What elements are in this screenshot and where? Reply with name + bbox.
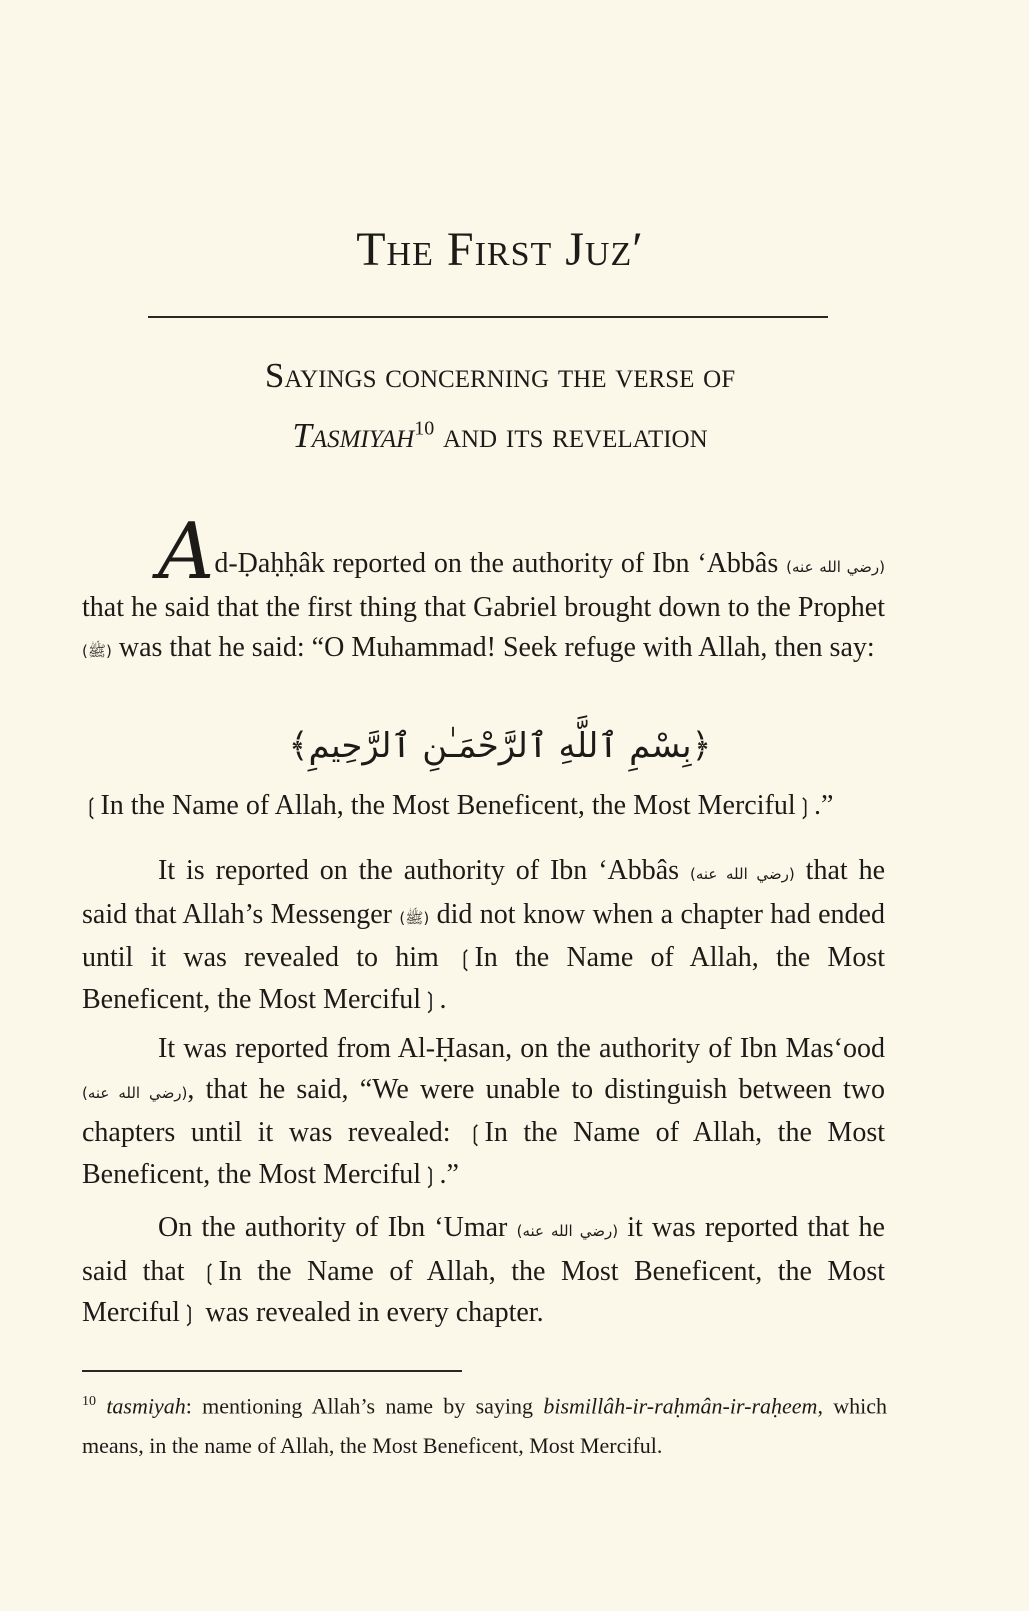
text: On the authority of Ibn ‘Umar xyxy=(158,1212,517,1243)
verse-translation xyxy=(82,790,885,822)
text: In the Name of Allah, the Most Beneficent, the Most Merciful xyxy=(82,1255,886,1328)
bracket-open-icon: ❲ xyxy=(200,1259,219,1285)
honorific-icon: (رضي الله عنه) xyxy=(786,558,885,576)
title-divider xyxy=(148,316,828,318)
text: It was reported from Al-Ḥasan, on the authority of Ibn Mas‘ood xyxy=(158,1033,885,1064)
text: that he said that the first thing that Gabriel brought down to the Prophet xyxy=(82,591,885,623)
text: It is reported on the authority of Ibn ‘Abbâs xyxy=(158,855,690,886)
bracket-open-icon: ❲ xyxy=(456,946,475,971)
footnote xyxy=(82,1382,887,1466)
drop-cap: A xyxy=(158,507,215,597)
section-title-rest: and its revelation xyxy=(434,416,708,455)
text: d-Ḍaḥḥâk reported on the authority of Ibn ‘Abbâs xyxy=(214,548,787,579)
bracket-close-icon: ❳ xyxy=(421,987,440,1013)
section-title-italic: Tasmiyah xyxy=(292,416,415,455)
honorific-icon: (رضي الله عنه) xyxy=(516,1222,619,1240)
footnote-ref: 10 xyxy=(414,417,435,440)
text: . xyxy=(439,983,447,1015)
paragraph-4 xyxy=(82,1208,885,1335)
honorific-icon: (رضي الله عنه) xyxy=(689,865,795,883)
text: .” xyxy=(439,1158,459,1190)
paragraph-1 xyxy=(82,507,885,672)
bracket-close-icon: ❳ xyxy=(179,1301,199,1326)
honorific-prophet-icon: (ﷺ) xyxy=(399,908,430,927)
footnote-divider xyxy=(82,1370,462,1372)
chapter-title: The First Juz′ xyxy=(356,223,644,276)
text: .” xyxy=(814,790,834,821)
text: : mentioning Allah’s name by saying xyxy=(185,1393,544,1419)
arabic-verse: ﴿بِسْمِ ٱللَّهِ ٱلرَّحْمَـٰنِ ٱلرَّحِيمِ﴾ xyxy=(288,726,712,766)
text: it was reported that he said that xyxy=(82,1212,885,1287)
footnote-term: tasmiyah xyxy=(106,1393,186,1419)
footnote-phrase: bismillâh-ir-raḥmân-ir-raḥeem xyxy=(543,1393,818,1419)
bracket-open-icon: ❲ xyxy=(82,794,101,819)
paragraph-2 xyxy=(82,851,885,1021)
section-title-line2 xyxy=(0,416,1000,456)
text: In the Name of Allah, the Most Beneficent, the Most Merciful xyxy=(82,942,885,1015)
text: was revealed in every chapter. xyxy=(198,1297,544,1328)
honorific-prophet-icon: (ﷺ) xyxy=(82,642,112,660)
text: did not know when a chapter had ended until it was revealed to him xyxy=(82,898,885,973)
text: , which means, in the name of Allah, the Most Beneficent, Most Merciful. xyxy=(82,1393,888,1459)
bracket-close-icon: ❳ xyxy=(421,1162,440,1188)
text: In the Name of Allah, the Most Beneficent, the Most Merciful xyxy=(100,790,796,821)
text: was that he said: “O Muhammad! Seek refuge with Allah, then say: xyxy=(111,632,875,663)
paragraph-3 xyxy=(82,1029,885,1196)
text: In the Name of Allah, the Most Beneficent, the Most Merciful xyxy=(82,1117,885,1190)
bracket-close-icon: ❳ xyxy=(795,794,815,819)
text: that he said that Allah’s Messenger xyxy=(82,855,885,930)
text: , that he said, “We were unable to distinguish between two chapters until it was revealed: xyxy=(82,1073,885,1148)
bracket-open-icon: ❲ xyxy=(466,1121,485,1146)
honorific-icon: (رضي الله عنه) xyxy=(82,1083,188,1102)
section-title-line1: Sayings concerning the verse of xyxy=(264,356,736,395)
footnote-number: 10 xyxy=(82,1394,96,1409)
